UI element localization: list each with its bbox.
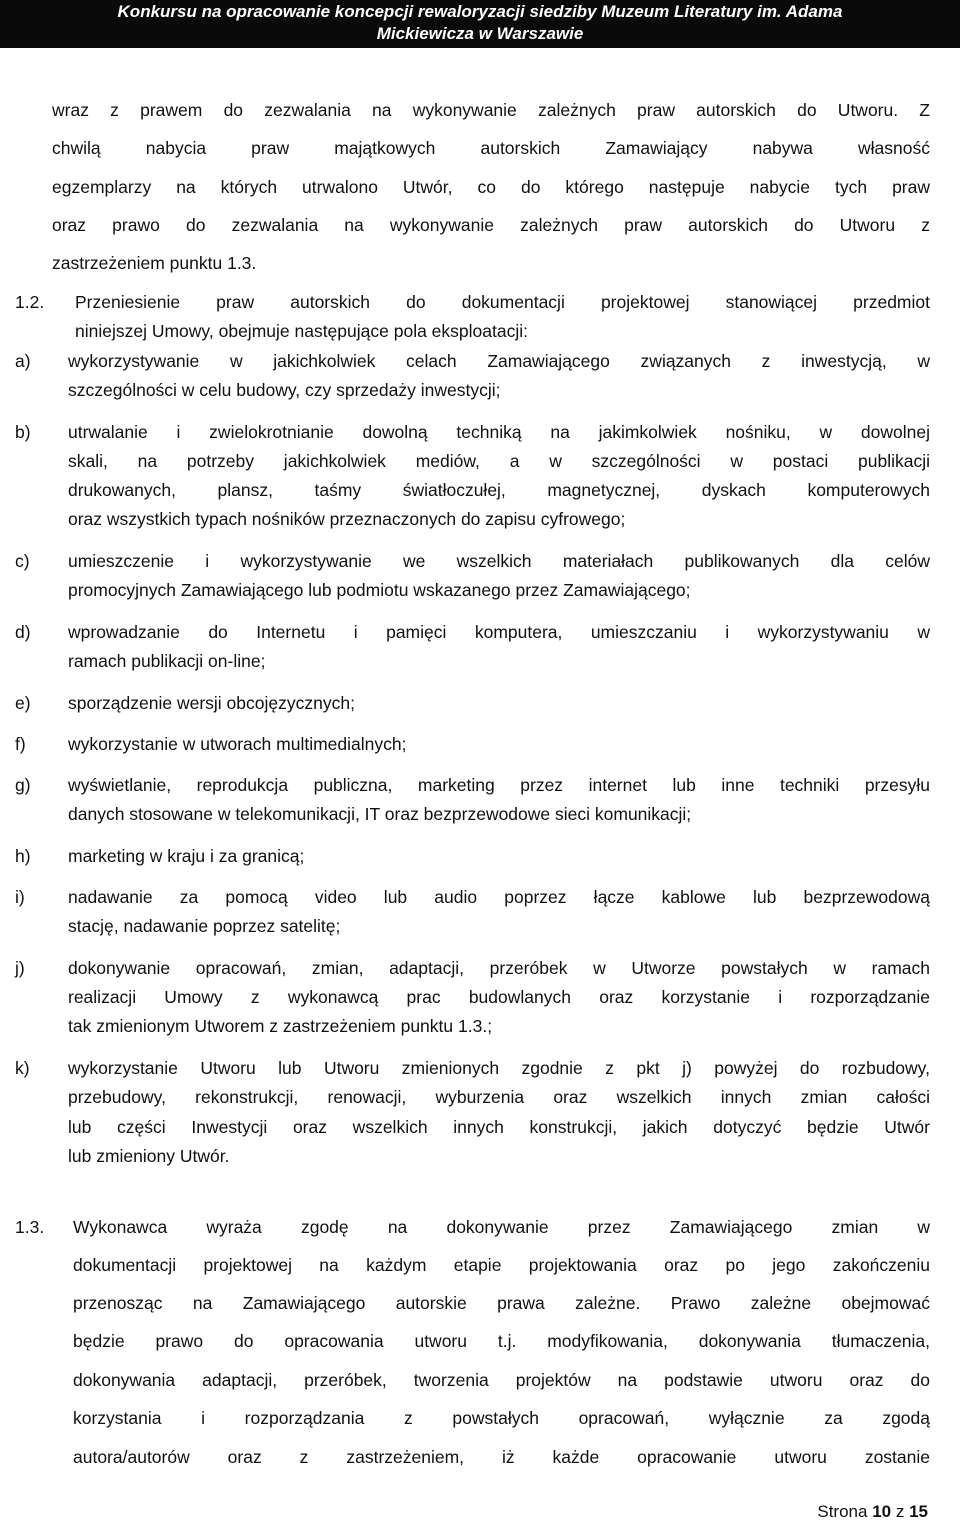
list-letter: j) <box>15 958 25 978</box>
section-number: 1.2. <box>15 292 45 312</box>
text-line: autora/autorów oraz z zastrzeżeniem, iż każde opracowanie utworu zostanie <box>73 1447 930 1467</box>
text-line: przenosząc na Zamawiającego autorskie prawa zależne. Prawo zależne obejmować <box>73 1293 930 1313</box>
list-letter: g) <box>15 775 31 795</box>
list-letter: i) <box>15 887 25 907</box>
list-item-text: wyświetlanie, reprodukcja publiczna, marketing przez internet lub inne techniki przesyłu <box>68 775 930 795</box>
list-item-text: wykorzystywanie w jakichkolwiek celach Zamawiającego związanych z inwestycją, w <box>68 351 930 371</box>
list-item-text: lub części Inwestycji oraz wszelkich innych konstrukcji, jakich dotyczyć będzie Utwór <box>68 1117 930 1137</box>
text-line: dokumentacji projektowej na każdym etapie projektowania oraz po jego zakończeniu <box>73 1255 930 1275</box>
list-item-text: lub zmieniony Utwór. <box>68 1146 230 1166</box>
text-line: dokonywania adaptacji, przeróbek, tworzenia projektów na podstawie utworu oraz do <box>73 1370 930 1390</box>
current-page: 10 <box>872 1502 892 1521</box>
list-item-text: wykorzystanie w utworach multimedialnych; <box>68 734 407 754</box>
text-line: chwilą nabycia praw majątkowych autorskich Zamawiający nabywa własność <box>52 138 930 158</box>
list-item-text: przebudowy, rekonstrukcji, renowacji, wyburzenia oraz wszelkich innych zmian całości <box>68 1087 930 1107</box>
list-item-text: dokonywanie opracowań, zmian, adaptacji, przeróbek w Utworze powstałych w ramach <box>68 958 930 978</box>
header-line-2: Mickiewicza w Warszawie <box>376 24 584 43</box>
list-letter: d) <box>15 622 31 642</box>
list-item-text: tak zmienionym Utworem z zastrzeżeniem punktu 1.3.; <box>68 1016 493 1036</box>
page-label: Strona <box>817 1502 868 1521</box>
text-line: będzie prawo do opracowania utworu t.j. modyfikowania, dokonywania tłumaczenia, <box>73 1331 930 1351</box>
text-line: niniejszej Umowy, obejmuje następujące pola eksploatacji: <box>75 321 528 341</box>
list-letter: c) <box>15 551 30 571</box>
text-line: zastrzeżeniem punktu 1.3. <box>52 253 257 273</box>
list-item-text: danych stosowane w telekomunikacji, IT oraz bezprzewodowe sieci komunikacji; <box>68 804 692 824</box>
list-item-text: oraz wszystkich typach nośników przeznaczonych do zapisu cyfrowego; <box>68 509 626 529</box>
list-item-text: nadawanie za pomocą video lub audio poprzez łącze kablowe lub bezprzewodową <box>68 887 930 907</box>
list-item-text: promocyjnych Zamawiającego lub podmiotu wskazanego przez Zamawiającego; <box>68 580 691 600</box>
list-letter: b) <box>15 422 31 442</box>
header-line-1: Konkursu na opracowanie koncepcji rewaloryzacji siedziby Muzeum Literatury im. Adama <box>117 2 843 21</box>
list-letter: e) <box>15 693 31 713</box>
page-separator: z <box>895 1502 905 1521</box>
list-item-text: wprowadzanie do Internetu i pamięci komputera, umieszczaniu i wykorzystywaniu w <box>68 622 930 642</box>
text-line: Przeniesienie praw autorskich do dokumentacji projektowej stanowiącej przedmiot <box>75 292 930 312</box>
list-item-text: drukowanych, plansz, taśmy światłoczułej, magnetycznej, dyskach komputerowych <box>68 480 930 500</box>
list-item-text: stację, nadawanie poprzez satelitę; <box>68 916 341 936</box>
list-item-text: umieszczenie i wykorzystywanie we wszelkich materiałach publikowanych dla celów <box>68 551 930 571</box>
text-line: wraz z prawem do zezwalania na wykonywanie zależnych praw autorskich do Utworu. Z <box>52 100 930 120</box>
list-item-text: sporządzenie wersji obcojęzycznych; <box>68 693 355 713</box>
text-line: oraz prawo do zezwalania na wykonywanie zależnych praw autorskich do Utworu z <box>52 215 930 235</box>
list-letter: a) <box>15 351 31 371</box>
list-item-text: wykorzystanie Utworu lub Utworu zmienionych zgodnie z pkt j) powyżej do rozbudowy, <box>68 1058 930 1078</box>
total-pages: 15 <box>909 1502 928 1521</box>
page-number <box>817 1502 928 1522</box>
section-number: 1.3. <box>15 1217 45 1237</box>
list-letter: k) <box>15 1058 30 1078</box>
list-item-text: realizacji Umowy z wykonawcą prac budowlanych oraz korzystanie i rozporządzanie <box>68 987 930 1007</box>
list-item-text: szczególności w celu budowy, czy sprzedaży inwestycji; <box>68 380 501 400</box>
list-item-text: utrwalanie i zwielokrotnianie dowolną techniką na jakimkolwiek nośniku, w dowolnej <box>68 422 930 442</box>
list-letter: h) <box>15 846 31 866</box>
list-item-text: skali, na potrzeby jakichkolwiek mediów, a w szczególności w postaci publikacji <box>68 451 930 471</box>
list-item-text: marketing w kraju i za granicą; <box>68 846 305 866</box>
list-letter: f) <box>15 734 26 754</box>
document-header <box>0 0 960 48</box>
list-item-text: ramach publikacji on-line; <box>68 651 266 671</box>
text-line: Wykonawca wyraża zgodę na dokonywanie przez Zamawiającego zmian w <box>73 1217 930 1237</box>
text-line: korzystania i rozporządzania z powstałych opracowań, wyłącznie za zgodą <box>73 1408 930 1428</box>
text-line: egzemplarzy na których utrwalono Utwór, co do którego następuje nabycie tych praw <box>52 177 930 197</box>
